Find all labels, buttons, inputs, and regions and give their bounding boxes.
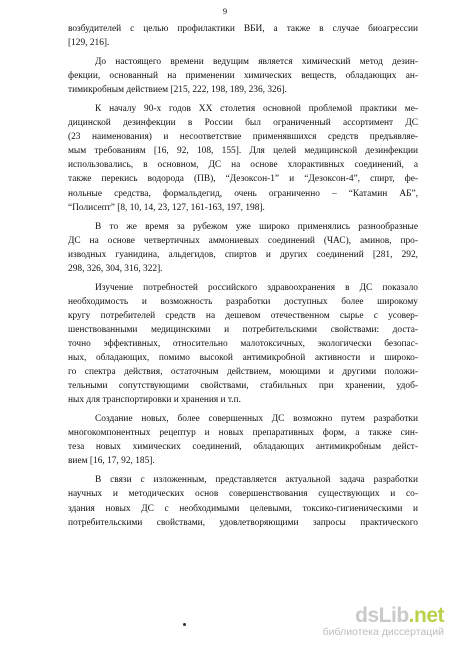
text-line: шенствованными медицинскими и потребительскими свойствами: доста-	[68, 324, 418, 335]
text-line: вием [16, 17, 92, 185].	[68, 456, 155, 467]
paragraph	[68, 220, 418, 276]
text-line: научных и методических основ совершенствования существующих и со-	[68, 489, 418, 500]
watermark-brand	[355, 604, 444, 628]
text-line: многокомпонентных рецептур и новых препаративных форм, а также син-	[68, 428, 418, 439]
text-line: ДС на основе четвертичных аммониевых соединений (ЧАС), аминов, про-	[68, 235, 418, 246]
text-line: В то же время за рубежом уже широко применялись разнообразные	[95, 221, 418, 232]
watermark-subtitle: библиотека диссертаций	[322, 626, 444, 638]
text-line: 298, 326, 304, 316, 322].	[68, 263, 163, 274]
text-line: здания новых ДС с необходимыми целевыми, токсико-гигиеническими и	[68, 503, 418, 514]
text-line: кругу потребителей средств на дешевом отечественном сырье с усовер-	[68, 310, 418, 321]
text-line: потребительскими свойствами, удовлетворяющими запросы практического	[68, 517, 418, 528]
paragraph	[68, 281, 418, 407]
paragraph	[68, 102, 418, 214]
text-line: точно эффективных, относительно малотоксичных, экологически безопас-	[68, 338, 418, 349]
text-line: теза новых химических соединений, обладающих антимикробным дейст-	[68, 442, 418, 453]
text-line: фекции, основанный на применении химических веществ, обладающих ан-	[68, 71, 418, 82]
text-line: возбудителей с целью профилактики ВБИ, а также в случае биоагрессии	[68, 24, 418, 34]
text-line: тельными сопутствующими свойствами, стабильных при хранении, удоб-	[68, 381, 418, 392]
text-line: Создание новых, более совершенных ДС возможно путем разработки	[95, 414, 418, 425]
text-line: [129, 216].	[68, 38, 110, 49]
paragraph	[68, 22, 418, 50]
page-number: 9	[222, 6, 228, 16]
text-line: До настоящего времени ведущим является химический метод дезин-	[95, 57, 418, 68]
body-text	[68, 22, 418, 530]
scan-dot	[183, 623, 186, 626]
text-line: дицинской дезинфекции в России был ограниченный ассортимент ДС	[68, 118, 418, 129]
text-line: изводных гуанидина, альдегидов, спиртов и других соединений [281, 292,	[68, 249, 418, 260]
text-line: К началу 90-х годов XX столетия основной проблемой практики ме-	[95, 104, 418, 115]
text-line: использовались, в основном, ДС на основе хлорактивных соединений, а	[68, 160, 418, 171]
text-line: также перекись водорода (ПВ), “Дезоксон-1” и “Дезоксон-4”, спирт, фе-	[68, 174, 418, 185]
text-line: мым требованиям [16, 92, 108, 155]. Для целей медицинской дезинфекции	[68, 146, 418, 157]
text-line: “Полисепт” [8, 10, 14, 23, 127, 161-163, 197, 198].	[68, 202, 265, 213]
paragraph	[68, 473, 418, 529]
watermark-brand-accent: .net	[408, 604, 444, 627]
text-line: В связи с изложенным, представляется актуальной задача разработки	[95, 475, 418, 486]
watermark-logo[interactable]	[288, 604, 444, 638]
text-line: ных для транспортировки и хранения и т.п.	[68, 395, 242, 406]
text-line: тимикробным действием [215, 222, 198, 189, 236, 326].	[68, 85, 287, 96]
text-line: Изучение потребностей российского здравоохранения в ДС показало	[95, 282, 418, 293]
text-line: (23 наименования) и несоответствие применявшихся средств предъявляе-	[68, 132, 418, 143]
text-line: ных, обладающих, помимо высокой антимикробной активности и широко-	[68, 353, 418, 364]
text-line: го спектра действия, остаточным действием, моющими и другими положи-	[68, 367, 418, 378]
text-line: нольные средства, формальдегид, очень ограниченно – “Катамин АБ”,	[68, 188, 418, 199]
paragraph	[68, 412, 418, 468]
paragraph	[68, 55, 418, 97]
watermark-brand-main: dsLib	[355, 604, 409, 627]
text-line: необходимость и возможность разработки доступных более широкому	[68, 296, 418, 307]
